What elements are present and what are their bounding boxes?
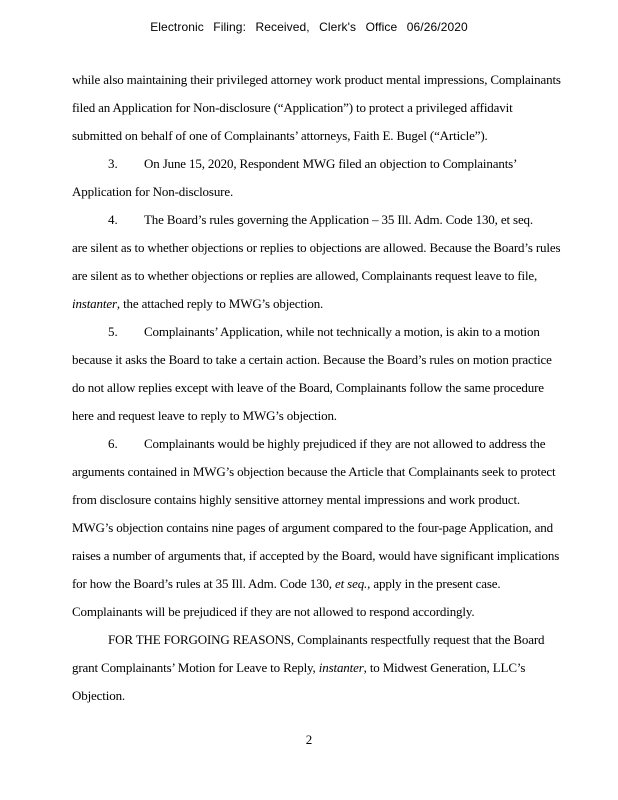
- text-span: , to Midwest Generation, LLC’s: [363, 660, 526, 675]
- text-line: do not allow replies except with leave of the Board, Complainants follow the same procedure: [72, 380, 544, 395]
- text-line: filed an Application for Non-disclosure (“Application”) to protect a privileged affidavit: [72, 100, 513, 115]
- paragraph-number: 6.: [108, 436, 118, 451]
- italic-text: et seq.: [335, 576, 368, 591]
- text-span: , the attached reply to MWG’s objection.: [116, 296, 324, 311]
- text-line: [72, 660, 525, 676]
- paragraph-number: 4.: [108, 212, 118, 227]
- italic-text: instanter: [72, 296, 117, 311]
- text-line: here and request leave to reply to MWG’s objection.: [72, 408, 337, 423]
- text-span: , apply in the present case.: [367, 576, 501, 591]
- text-line: The Board’s rules governing the Application – 35 Ill. Adm. Code 130, et seq.: [144, 212, 534, 227]
- text-line: from disclosure contains highly sensitive attorney mental impressions and work product.: [72, 492, 520, 507]
- text-line: Complainants will be prejudiced if they are not allowed to respond accordingly.: [72, 604, 475, 619]
- text-line: [72, 296, 323, 312]
- text-line: Application for Non-disclosure.: [72, 184, 234, 199]
- text-line: Objection.: [72, 688, 126, 703]
- text-line: Complainants’ Application, while not technically a motion, is akin to a motion: [144, 324, 540, 339]
- text-line: while also maintaining their privileged attorney work product mental impressions, Complainants: [72, 72, 561, 87]
- text-line: are silent as to whether objections or replies to objections are allowed. Because the Board’s rules: [72, 240, 561, 255]
- text-line: submitted on behalf of one of Complainants’ attorneys, Faith E. Bugel (“Article”).: [72, 128, 488, 143]
- text-line: MWG’s objection contains nine pages of argument compared to the four-page Application, and: [72, 520, 553, 535]
- text-line: FOR THE FORGOING REASONS, Complainants respectfully request that the Board: [108, 632, 545, 647]
- page-number: 2: [305, 732, 313, 747]
- text-line: because it asks the Board to take a certain action. Because the Board’s rules on motion practice: [72, 352, 552, 367]
- text-line: Complainants would be highly prejudiced if they are not allowed to address the: [144, 436, 546, 451]
- text-span: for how the Board’s rules at 35 Ill. Adm. Code 130,: [72, 576, 335, 591]
- paragraph-number: 5.: [108, 324, 118, 339]
- paragraph-number: 3.: [108, 156, 118, 171]
- text-line: arguments contained in MWG’s objection because the Article that Complainants seek to protect: [72, 464, 556, 479]
- italic-text: instanter: [318, 660, 364, 675]
- text-line: [72, 576, 501, 592]
- text-line: raises a number of arguments that, if accepted by the Board, would have significant implications: [72, 548, 560, 563]
- text-line: On June 15, 2020, Respondent MWG filed an objection to Complainants’: [144, 156, 518, 171]
- filing-stamp-header: Electronic Filing: Received, Clerk's Office 06/26/2020: [150, 20, 468, 34]
- text-line: are silent as to whether objections or replies are allowed, Complainants request leave to file,: [72, 268, 538, 283]
- text-span: grant Complainants’ Motion for Leave to Reply,: [72, 660, 319, 675]
